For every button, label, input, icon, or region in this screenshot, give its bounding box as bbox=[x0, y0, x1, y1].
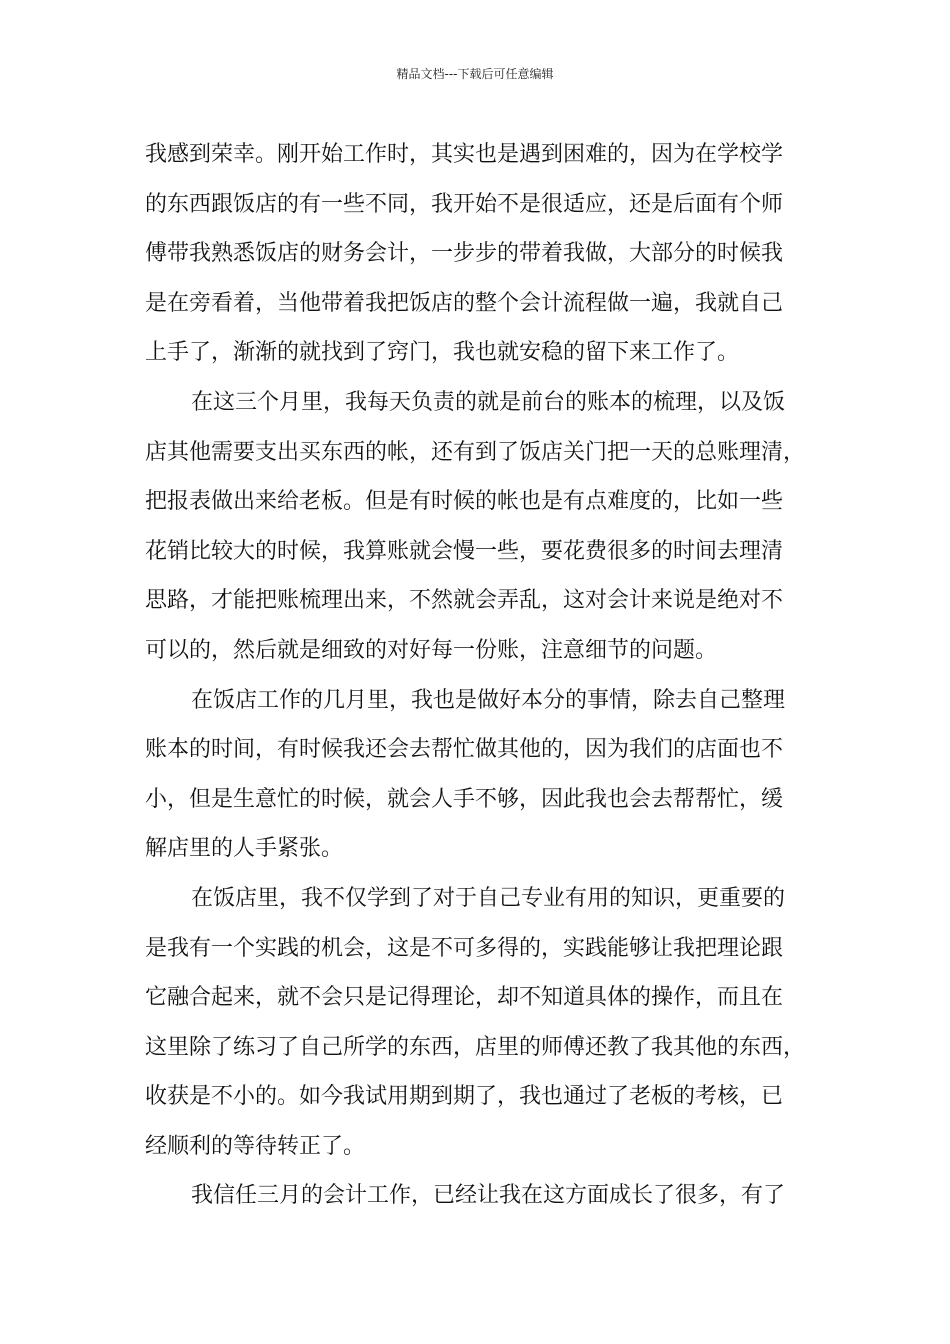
text-line: 我感到荣幸。刚开始工作时，其实也是遇到困难的，因为在学校学 bbox=[145, 142, 784, 167]
text-line: 思路，才能把账梳理出来，不然就会弄乱，这对会计来说是绝对不 bbox=[145, 588, 784, 614]
paragraph bbox=[145, 676, 825, 874]
paragraph bbox=[145, 874, 825, 1172]
text-line: 可以的，然后就是细致的对好每一份账，注意细节的问题。 bbox=[145, 637, 718, 663]
paragraph bbox=[145, 1171, 825, 1221]
text-line: 收获是不小的。如今我试用期到期了，我也通过了老板的考核，已 bbox=[145, 1084, 784, 1110]
page-header: 精品文档---下载后可任意编辑 bbox=[396, 67, 554, 81]
text-line: 花销比较大的时候，我算账就会慢一些，要花费很多的时间去理清 bbox=[145, 538, 784, 564]
text-line: 是在旁看着，当他带着我把饭店的整个会计流程做一遍，我就自己 bbox=[145, 290, 784, 316]
text-line: 解店里的人手紧张。 bbox=[145, 836, 344, 862]
body-text bbox=[145, 130, 825, 1221]
text-line: 傅带我熟悉饭店的财务会计，一步步的带着我做，大部分的时候我 bbox=[145, 241, 784, 267]
text-line: 是我有一个实践的机会，这是不可多得的，实践能够让我把理论跟 bbox=[145, 935, 784, 961]
text-line: 把报表做出来给老板。但是有时候的帐也是有点难度的，比如一些 bbox=[145, 489, 784, 515]
text-line: 上手了，渐渐的就找到了窍门，我也就安稳的留下来工作了。 bbox=[145, 340, 740, 366]
text-line: 小，但是生意忙的时候，就会人手不够，因此我也会去帮帮忙，缓 bbox=[145, 786, 784, 812]
text-line: 店其他需要支出买东西的帐，还有到了饭店关门把一天的总账理清， bbox=[145, 439, 806, 465]
text-line: 账本的时间，有时候我还会去帮忙做其他的，因为我们的店面也不 bbox=[145, 737, 784, 763]
text-line: 在饭店里，我不仅学到了对于自己专业有用的知识，更重要的 bbox=[191, 885, 786, 911]
paragraph bbox=[145, 130, 825, 378]
paragraph bbox=[145, 378, 825, 676]
text-line: 我信任三月的会计工作，已经让我在这方面成长了很多，有了 bbox=[191, 1183, 786, 1209]
text-line: 的东西跟饭店的有一些不同，我开始不是很适应，还是后面有个师 bbox=[145, 191, 784, 217]
text-line: 在饭店工作的几月里，我也是做好本分的事情，除去自己整理 bbox=[191, 687, 786, 713]
text-line: 在这三个月里，我每天负责的就是前台的账本的梳理，以及饭 bbox=[191, 389, 786, 415]
text-line: 这里除了练习了自己所学的东西，店里的师傅还教了我其他的东西， bbox=[145, 1034, 806, 1060]
text-line: 经顺利的等待转正了。 bbox=[145, 1133, 366, 1159]
text-line: 它融合起来，就不会只是记得理论，却不知道具体的操作，而且在 bbox=[145, 985, 784, 1011]
